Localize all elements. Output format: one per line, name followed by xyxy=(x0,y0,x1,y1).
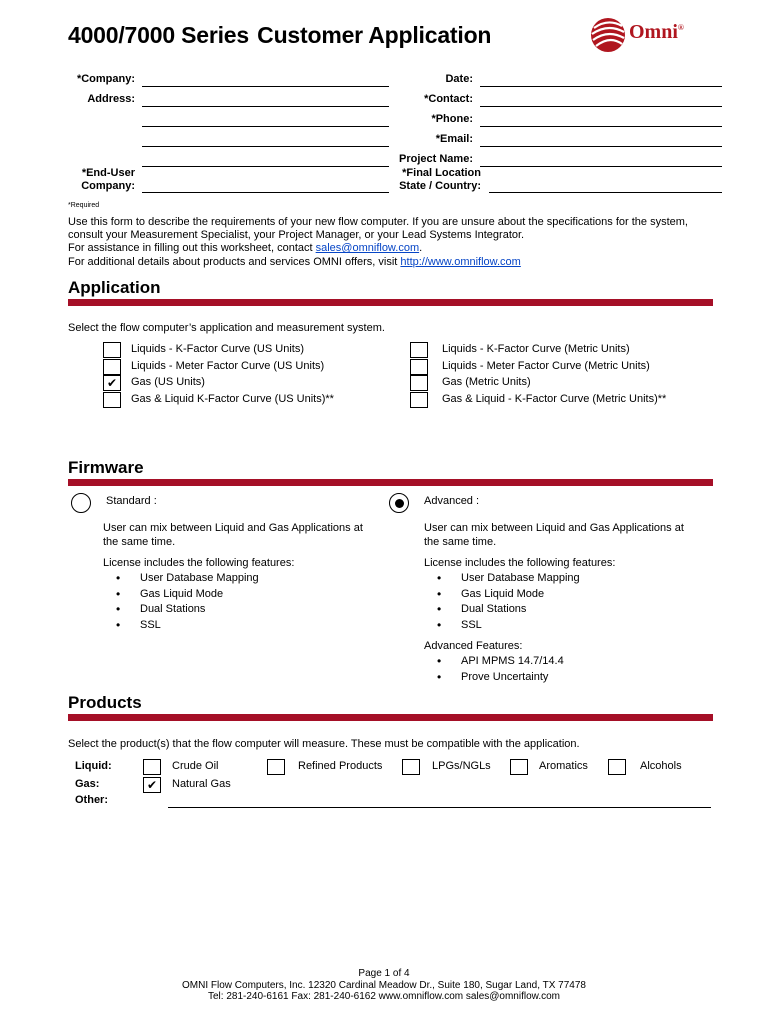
app-us-option-4-checkbox[interactable] xyxy=(103,392,121,408)
feature-item: • Prove Uncertainty xyxy=(424,670,564,686)
final-location-label: *Final Location State / Country: xyxy=(399,167,481,192)
app-metric-option-1-checkbox[interactable] xyxy=(410,342,428,358)
application-heading: Application xyxy=(68,278,161,297)
address-field-4[interactable] xyxy=(142,166,389,167)
advanced-features-intro: Advanced Features: xyxy=(424,640,523,652)
advanced-extra-feature-list xyxy=(424,654,564,685)
page-number: Page 1 of 4 xyxy=(358,968,410,979)
address-label: Address: xyxy=(87,93,135,105)
gas-option-1-label: Natural Gas xyxy=(172,778,231,790)
intro-line-1: Use this form to describe the requirements of your new flow computer. If you are unsure about the specifications for the system, xyxy=(68,216,688,228)
advanced-firmware-radio[interactable] xyxy=(389,493,409,513)
other-product-field[interactable] xyxy=(168,807,711,808)
feature-item: • SSL xyxy=(103,618,259,634)
page-title xyxy=(68,22,491,49)
standard-description: User can mix between Liquid and Gas Applications at the same time. xyxy=(103,522,363,548)
app-metric-option-2-checkbox[interactable] xyxy=(410,359,428,375)
liquid-option-3-label: LPGs/NGLs xyxy=(432,760,491,772)
products-instruction: Select the product(s) that the flow computer will measure. These must be compatible with the application. xyxy=(68,738,580,750)
phone-label: *Phone: xyxy=(431,113,473,125)
products-rule xyxy=(68,714,713,721)
feature-item: • Dual Stations xyxy=(103,602,259,618)
liquid-option-1-checkbox[interactable] xyxy=(143,759,161,775)
feature-item: • Gas Liquid Mode xyxy=(424,587,580,603)
liquid-option-4-checkbox[interactable] xyxy=(510,759,528,775)
app-metric-option-3-label: Gas (Metric Units) xyxy=(442,376,531,388)
standard-license-intro: License includes the following features: xyxy=(103,557,295,569)
feature-item: • User Database Mapping xyxy=(103,571,259,587)
feature-item: • Dual Stations xyxy=(424,602,580,618)
standard-firmware-label: Standard : xyxy=(106,495,157,507)
project-name-field[interactable] xyxy=(480,166,722,167)
required-note: *Required xyxy=(68,202,100,209)
advanced-license-intro: License includes the following features: xyxy=(424,557,616,569)
address-field-2[interactable] xyxy=(142,126,389,127)
app-us-option-2-checkbox[interactable] xyxy=(103,359,121,375)
phone-field[interactable] xyxy=(480,126,722,127)
liquid-option-1-label: Crude Oil xyxy=(172,760,219,772)
intro-paragraph xyxy=(68,216,728,269)
products-heading: Products xyxy=(68,693,142,712)
app-metric-option-3-checkbox[interactable] xyxy=(410,375,428,391)
liquid-option-5-label: Alcohols xyxy=(640,760,682,772)
advanced-feature-list xyxy=(424,571,580,633)
feature-item: • Gas Liquid Mode xyxy=(103,587,259,603)
address-field-1[interactable] xyxy=(142,106,389,107)
date-label: Date: xyxy=(445,73,473,85)
footer-address: OMNI Flow Computers, Inc. 12320 Cardinal Meadow Dr., Suite 180, Sugar Land, TX 77478 xyxy=(182,979,586,991)
end-user-label: *End-User Company: xyxy=(81,167,135,192)
liquid-option-4-label: Aromatics xyxy=(539,760,588,772)
end-user-company-field[interactable] xyxy=(142,192,389,193)
final-location-field[interactable] xyxy=(489,192,722,193)
app-metric-option-1-label: Liquids - K-Factor Curve (Metric Units) xyxy=(442,343,630,355)
company-label: *Company: xyxy=(76,73,135,85)
app-us-option-4-label: Gas & Liquid K-Factor Curve (US Units)** xyxy=(131,392,334,405)
application-instruction: Select the flow computer’s application and measurement system. xyxy=(68,322,385,334)
feature-item: • User Database Mapping xyxy=(424,571,580,587)
date-field[interactable] xyxy=(480,86,722,87)
feature-item: • API MPMS 14.7/14.4 xyxy=(424,654,564,670)
logo-wordmark: Omni® xyxy=(629,21,684,43)
standard-feature-list xyxy=(103,571,259,633)
liquid-option-2-label: Refined Products xyxy=(298,760,383,772)
app-metric-option-4-checkbox[interactable] xyxy=(410,392,428,408)
firmware-rule xyxy=(68,479,713,486)
feature-item: • SSL xyxy=(424,618,580,634)
website-link[interactable]: http://www.omniflow.com xyxy=(400,255,521,268)
gas-label: Gas: xyxy=(75,778,100,790)
advanced-firmware-label: Advanced : xyxy=(424,495,480,507)
project-name-label: Project Name: xyxy=(399,153,473,165)
app-us-option-2-label: Liquids - Meter Factor Curve (US Units) xyxy=(131,359,325,372)
liquid-option-5-checkbox[interactable] xyxy=(608,759,626,775)
standard-firmware-radio[interactable] xyxy=(71,493,91,513)
footer-contact: Tel: 281-240-6161 Fax: 281-240-6162 www.omniflow.com sales@omniflow.com xyxy=(208,991,560,1002)
app-metric-option-2-label: Liquids - Meter Factor Curve (Metric Units) xyxy=(442,359,650,372)
email-label: *Email: xyxy=(435,133,473,145)
sales-email-link[interactable]: sales@omniflow.com xyxy=(315,242,420,255)
company-field[interactable] xyxy=(142,86,389,87)
firmware-heading: Firmware xyxy=(68,458,144,477)
application-rule xyxy=(68,299,713,306)
intro-line-4: For additional details about products and services OMNI offers, visit http://www.omniflow.com xyxy=(68,255,521,268)
title-series: 4000/7000 Series xyxy=(68,22,249,48)
liquid-option-2-checkbox[interactable] xyxy=(267,759,285,775)
app-us-option-1-label: Liquids - K-Factor Curve (US Units) xyxy=(131,343,304,355)
app-us-option-1-checkbox[interactable] xyxy=(103,342,121,358)
other-label: Other: xyxy=(75,794,108,806)
liquid-option-3-checkbox[interactable] xyxy=(402,759,420,775)
app-us-option-3-checkbox[interactable]: ✔ xyxy=(103,375,121,391)
footer xyxy=(0,968,768,1003)
advanced-description: User can mix between Liquid and Gas Applications at the same time. xyxy=(424,522,684,548)
email-field[interactable] xyxy=(480,146,722,147)
gas-option-1-checkbox[interactable]: ✔ xyxy=(143,777,161,793)
intro-line-2: consult your Measurement Specialist, your Project Manager, or your Lead Systems Integrator. xyxy=(68,229,525,242)
title-form: Customer Application xyxy=(257,22,492,48)
radio-selected-dot xyxy=(395,499,404,508)
app-us-option-3-label: Gas (US Units) xyxy=(131,376,205,388)
app-metric-option-4-label: Gas & Liquid - K-Factor Curve (Metric Units)** xyxy=(442,392,667,405)
contact-label: *Contact: xyxy=(424,93,473,105)
liquid-label: Liquid: xyxy=(75,760,112,772)
address-field-3[interactable] xyxy=(142,146,389,147)
intro-line-3: For assistance in filling out this worksheet, contact sales@omniflow.com. xyxy=(68,242,423,255)
contact-field[interactable] xyxy=(480,106,722,107)
